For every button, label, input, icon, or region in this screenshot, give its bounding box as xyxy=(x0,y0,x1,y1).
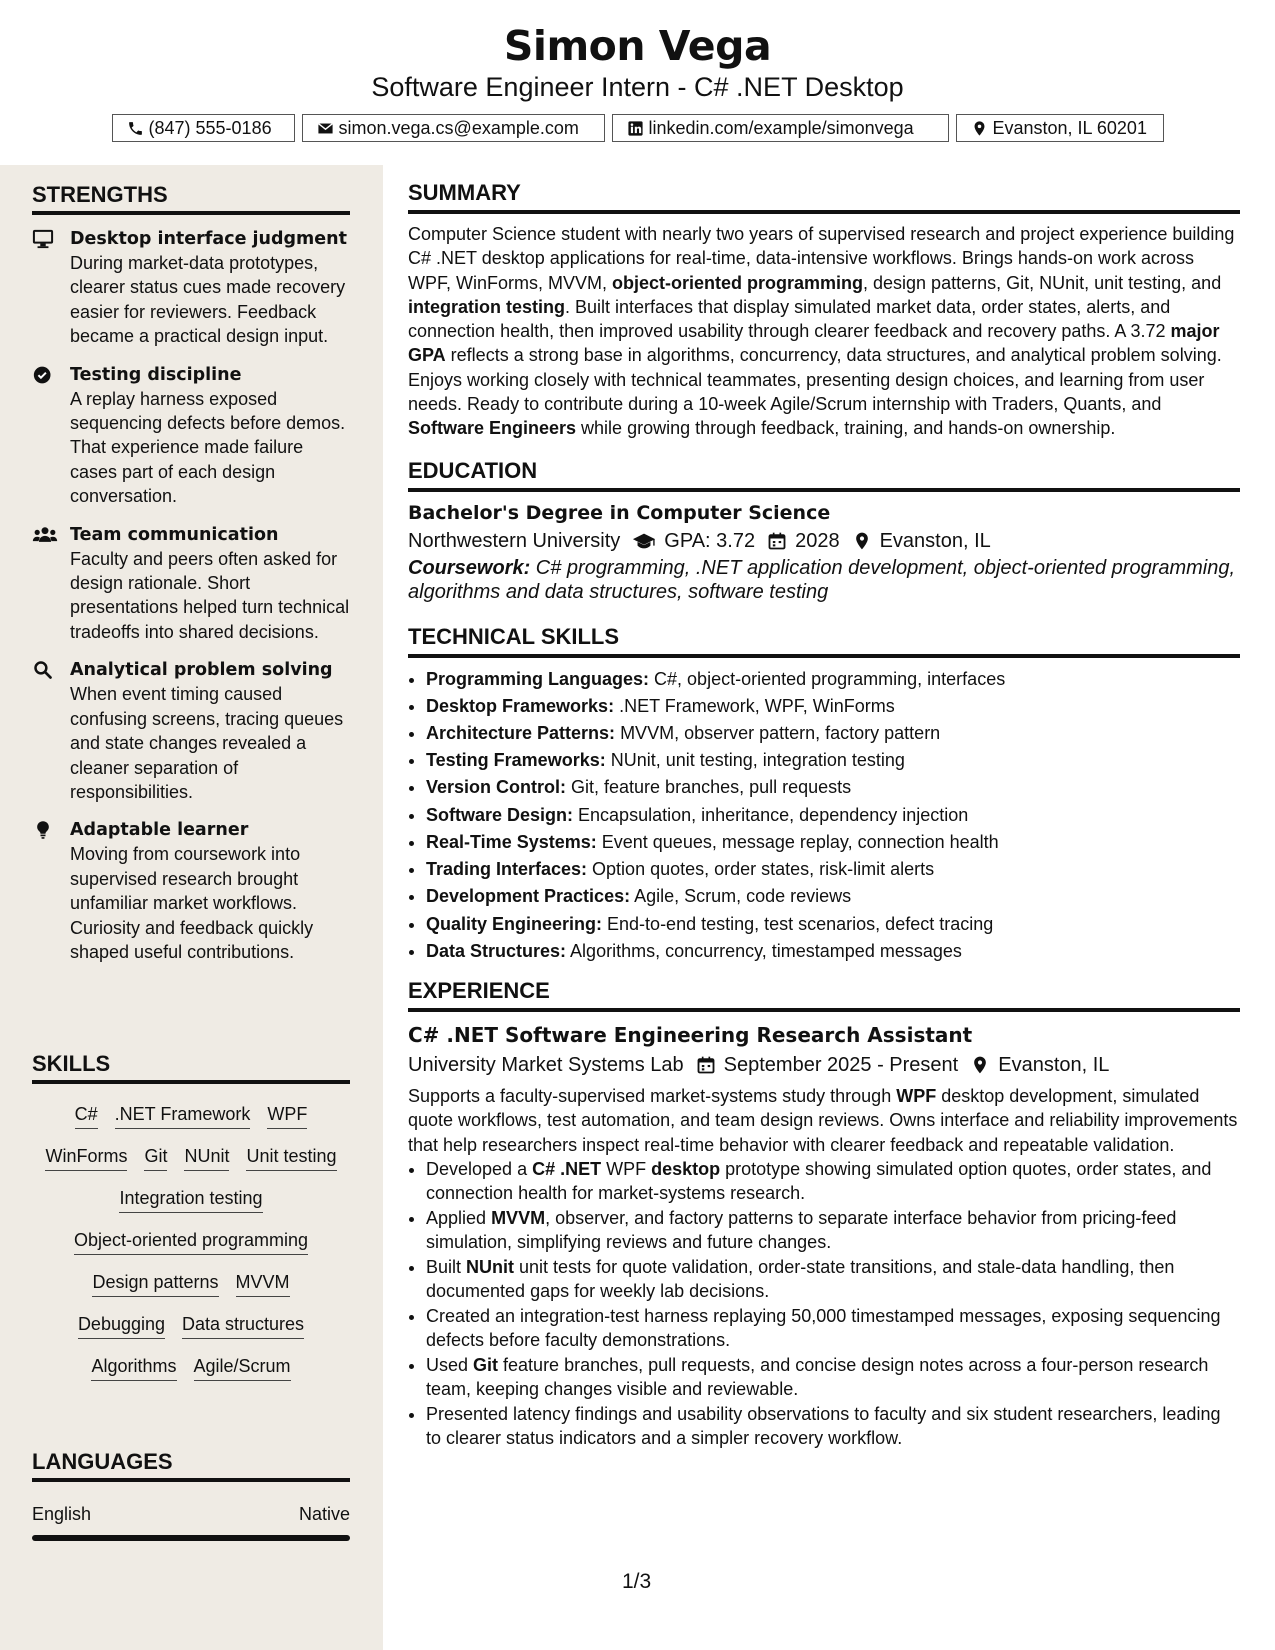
phone-text: (847) 555-0186 xyxy=(148,117,272,138)
experience-meta xyxy=(408,1050,1240,1080)
skill-tags xyxy=(32,1102,350,1381)
strength-item xyxy=(32,363,350,509)
degree-name: Bachelor's Degree in Computer Science xyxy=(408,501,831,524)
role-location: Evanston, IL xyxy=(998,1053,1110,1076)
skill-row xyxy=(32,1270,350,1297)
skill-row xyxy=(32,1354,350,1381)
magnifier-icon xyxy=(32,660,54,680)
education-title: EDUCATION xyxy=(408,458,1240,492)
emphasis-text: MVVM xyxy=(491,1207,546,1228)
text-segment: , design patterns, Git, NUnit, unit testing, and xyxy=(863,272,1222,293)
technical-skill-label: Real-Time Systems: xyxy=(426,831,597,852)
users-icon xyxy=(32,525,58,545)
coursework-label: Coursework: xyxy=(408,556,531,579)
experience-bullet xyxy=(426,1157,1240,1206)
technical-skills-title: TECHNICAL SKILLS xyxy=(408,624,1240,658)
technical-skill-value: Event queues, message replay, connection health xyxy=(596,831,999,852)
technical-skill-item xyxy=(426,720,1240,747)
language-name: English xyxy=(32,1504,92,1524)
technical-skill-value: End-to-end testing, test scenarios, defect tracing xyxy=(602,913,994,934)
skill-tag: Integration testing xyxy=(119,1186,262,1213)
linkedin-text: linkedin.com/example/simonvega xyxy=(648,117,914,138)
technical-skill-label: Software Design: xyxy=(426,804,574,825)
map-pin-icon xyxy=(971,120,988,137)
technical-skill-label: Programming Languages: xyxy=(426,668,650,689)
skill-tag: Unit testing xyxy=(246,1144,336,1171)
emphasis-text: object-oriented programming xyxy=(612,272,864,293)
technical-skill-item xyxy=(426,829,1240,856)
experience-bullet xyxy=(426,1206,1240,1255)
emphasis-text: NUnit xyxy=(466,1256,515,1277)
technical-skill-item xyxy=(426,666,1240,693)
technical-skill-value: C#, object-oriented programming, interfaces xyxy=(649,668,1006,689)
skill-row xyxy=(32,1228,350,1255)
skill-tag: Agile/Scrum xyxy=(194,1354,291,1381)
skill-tag: Algorithms xyxy=(91,1354,176,1381)
phone-icon xyxy=(127,120,144,137)
summary-section xyxy=(408,180,1240,441)
technical-skill-item xyxy=(426,883,1240,910)
skill-tag: C# xyxy=(75,1102,98,1129)
strengths-title: STRENGTHS xyxy=(32,182,350,215)
strength-desc: A replay harness exposed sequencing defects before demos. That experience made failure cases part of each design conversation. xyxy=(70,388,346,507)
text-segment: prototype showing simulated option quotes, order states, and connection health for market-systems research. xyxy=(426,1158,1212,1204)
strength-title: Desktop interface judgment xyxy=(70,229,347,249)
gpa-text: GPA: 3.72 xyxy=(664,529,756,552)
technical-skill-item xyxy=(426,856,1240,883)
technical-skill-value: Git, feature branches, pull requests xyxy=(566,777,852,798)
experience-bullets xyxy=(408,1157,1240,1451)
technical-skill-item xyxy=(426,747,1240,774)
technical-skill-label: Development Practices: xyxy=(426,886,631,907)
contact-phone[interactable] xyxy=(112,114,295,142)
language-level: Native xyxy=(298,1504,350,1524)
technical-skill-label: Data Structures: xyxy=(426,940,567,961)
technical-skill-value: Encapsulation, inheritance, dependency injection xyxy=(573,804,969,825)
experience-section xyxy=(408,978,1240,1451)
technical-skill-value: Algorithms, concurrency, timestamped messages xyxy=(566,940,962,961)
technical-skills-list xyxy=(408,666,1240,965)
emphasis-text: integration testing xyxy=(408,296,565,317)
skill-row xyxy=(32,1144,350,1171)
technical-skill-value: MVVM, observer pattern, factory pattern xyxy=(615,723,941,744)
coursework xyxy=(408,556,1240,604)
text-segment: Built xyxy=(426,1256,467,1277)
contact-bar xyxy=(0,114,1275,142)
strength-item xyxy=(32,818,350,964)
skill-tag: Object-oriented programming xyxy=(74,1228,308,1255)
education-meta xyxy=(408,526,1240,556)
language-row xyxy=(32,1504,350,1525)
technical-skill-value: .NET Framework, WPF, WinForms xyxy=(614,695,895,716)
strength-title: Testing discipline xyxy=(70,364,242,385)
monitor-icon xyxy=(32,229,54,249)
emphasis-text: WPF xyxy=(896,1085,937,1106)
skill-tag: Data structures xyxy=(182,1312,304,1339)
strength-title: Adaptable learner xyxy=(70,820,249,841)
strength-item xyxy=(32,658,350,804)
emphasis-text: desktop xyxy=(651,1158,721,1179)
experience-bullet xyxy=(426,1304,1240,1353)
resume-header xyxy=(0,0,1275,165)
map-pin-icon xyxy=(852,531,872,551)
school-name: Northwestern University xyxy=(408,529,621,552)
technical-skills-section xyxy=(408,624,1240,965)
text-segment: desktop development, simulated quote workflows, test automation, and team design reviews. Owns interface and reliability improvements that help researchers inspect real-time behavior with clearer feedback and repeatable validation. xyxy=(408,1085,1238,1155)
skill-tag: WPF xyxy=(267,1102,307,1129)
skill-tag: MVVM xyxy=(236,1270,290,1297)
emphasis-text: C# .NET xyxy=(532,1158,602,1179)
languages-section xyxy=(32,1449,350,1541)
map-pin-icon xyxy=(970,1055,990,1075)
skill-tag: Git xyxy=(144,1144,167,1171)
technical-skill-item xyxy=(426,802,1240,829)
skill-tag: Debugging xyxy=(78,1312,165,1339)
technical-skill-item xyxy=(426,911,1240,938)
text-segment: while growing through feedback, training, and hands-on ownership. xyxy=(576,418,1116,439)
strength-title: Analytical problem solving xyxy=(70,660,333,681)
technical-skill-item xyxy=(426,938,1240,965)
text-segment: unit tests for quote validation, order-state transitions, and stale-data handling, then documented gaps for weekly lab decisions. xyxy=(426,1256,1175,1302)
skill-tag: .NET Framework xyxy=(115,1102,251,1129)
technical-skill-item xyxy=(426,693,1240,720)
experience-title: EXPERIENCE xyxy=(408,978,1240,1012)
lightbulb-icon xyxy=(32,820,54,840)
technical-skill-value: NUnit, unit testing, integration testing xyxy=(605,750,905,771)
strength-desc: During market-data prototypes, clearer status cues made recovery easier for reviewers. Feedback became a practical design input. xyxy=(70,253,346,347)
role-dates: September 2025 - Present xyxy=(723,1053,959,1076)
sidebar xyxy=(0,165,383,1650)
technical-skill-value: Option quotes, order states, risk-limit alerts xyxy=(587,859,935,880)
text-segment: WPF xyxy=(601,1158,652,1179)
strength-item xyxy=(32,523,350,645)
text-segment: Created an integration-test harness replaying 50,000 timestamped messages, exposing sequencing defects before faculty demonstrations. xyxy=(426,1305,1221,1351)
summary-title: SUMMARY xyxy=(408,180,1240,214)
job-title: Software Engineer Intern - C# .NET Desktop xyxy=(371,72,904,102)
calendar-icon xyxy=(696,1055,716,1075)
calendar-icon xyxy=(767,531,787,551)
strengths-section xyxy=(32,182,350,964)
skill-tag: WinForms xyxy=(45,1144,127,1171)
text-segment: Computer Science student with nearly two years of supervised research and project experience building C# .NET desktop applications for real-time, data-intensive workflows. Brings hands-on work across WPF, WinForms, MVVM, xyxy=(408,224,1235,293)
linkedin-icon xyxy=(627,120,644,137)
graduation-cap-icon xyxy=(632,531,656,551)
emphasis-text: Software Engineers xyxy=(408,418,577,439)
emphasis-text: major GPA xyxy=(408,321,1220,366)
contact-email[interactable] xyxy=(302,114,605,142)
graduation-year: 2028 xyxy=(795,529,840,552)
education-section xyxy=(408,458,1240,604)
technical-skill-label: Trading Interfaces: xyxy=(426,859,588,880)
technical-skill-item xyxy=(426,774,1240,801)
check-circle-icon xyxy=(32,365,54,385)
strength-desc: Faculty and peers often asked for design rationale. Short presentations helped turn technical tradeoffs into shared decisions. xyxy=(70,548,350,642)
technical-skill-label: Testing Frameworks: xyxy=(426,750,606,771)
org-name: University Market Systems Lab xyxy=(408,1053,684,1076)
strength-desc: When event timing caused confusing screens, tracing queues and state changes revealed a cleaner separation of responsibilities. xyxy=(70,684,344,802)
role-title: C# .NET Software Engineering Research Assistant xyxy=(408,1022,973,1047)
strength-desc: Moving from coursework into supervised research brought unfamiliar market workflows. Curiosity and feedback quickly shaped useful contributions. xyxy=(70,844,314,962)
school-location: Evanston, IL xyxy=(879,529,991,552)
text-segment: Supports a faculty-supervised market-systems study through xyxy=(408,1085,897,1106)
skills-section xyxy=(32,1051,350,1381)
language-proficiency-bar xyxy=(32,1535,350,1541)
experience-bullet xyxy=(426,1402,1240,1451)
languages-title: LANGUAGES xyxy=(32,1449,350,1482)
text-segment: , observer, and factory patterns to separate interface behavior from pricing-feed simulation, simplifying reviews and future changes. xyxy=(426,1207,1177,1253)
text-segment: Used xyxy=(426,1354,474,1375)
text-segment: reflects a strong base in algorithms, concurrency, data structures, and analytical problem solving. Enjoys working closely with technical teammates, presenting design choices, and learning from user needs. Ready to contribute during a 10-week Agile/Scrum internship with Traders, Quants, and xyxy=(408,345,1222,415)
skill-row xyxy=(32,1312,350,1339)
envelope-icon xyxy=(317,120,334,137)
text-segment: Developed a xyxy=(426,1158,533,1179)
skill-row xyxy=(32,1186,350,1213)
strength-title: Team communication xyxy=(70,524,279,545)
technical-skill-label: Quality Engineering: xyxy=(426,913,603,934)
candidate-name: Simon Vega xyxy=(503,22,772,70)
role-intro xyxy=(408,1084,1240,1157)
coursework-text: C# programming, .NET application development, object-oriented programming, algorithms and data structures, software testing xyxy=(408,556,1236,603)
experience-bullet xyxy=(426,1255,1240,1304)
contact-location xyxy=(956,114,1164,142)
technical-skill-value: Agile, Scrum, code reviews xyxy=(630,886,852,907)
summary-text xyxy=(408,222,1240,441)
skill-row xyxy=(32,1102,350,1129)
text-segment: Applied xyxy=(426,1207,492,1228)
skill-tag: Design patterns xyxy=(92,1270,218,1297)
technical-skill-label: Version Control: xyxy=(426,777,567,798)
contact-linkedin[interactable] xyxy=(612,114,949,142)
strength-item xyxy=(32,227,350,349)
main-column xyxy=(408,180,1240,1451)
skills-title: SKILLS xyxy=(32,1051,350,1084)
experience-bullet xyxy=(426,1353,1240,1402)
text-segment: . Built interfaces that display simulated market data, order states, alerts, and connection health, then improved usability through clearer feedback and recovery paths. A 3.72 xyxy=(408,296,1171,342)
page-number: 1/3 xyxy=(622,1570,652,1593)
emphasis-text: Git xyxy=(473,1354,499,1375)
technical-skill-label: Desktop Frameworks: xyxy=(426,695,615,716)
technical-skill-label: Architecture Patterns: xyxy=(426,723,616,744)
text-segment: feature branches, pull requests, and concise design notes across a four-person research team, keeping changes visible and reviewable. xyxy=(426,1354,1209,1400)
email-text: simon.vega.cs@example.com xyxy=(338,117,579,138)
skill-tag: NUnit xyxy=(184,1144,229,1171)
text-segment: Presented latency findings and usability observations to faculty and six student researchers, leading to clearer status indicators and a simpler recovery workflow. xyxy=(426,1403,1221,1449)
location-text: Evanston, IL 60201 xyxy=(992,117,1147,138)
